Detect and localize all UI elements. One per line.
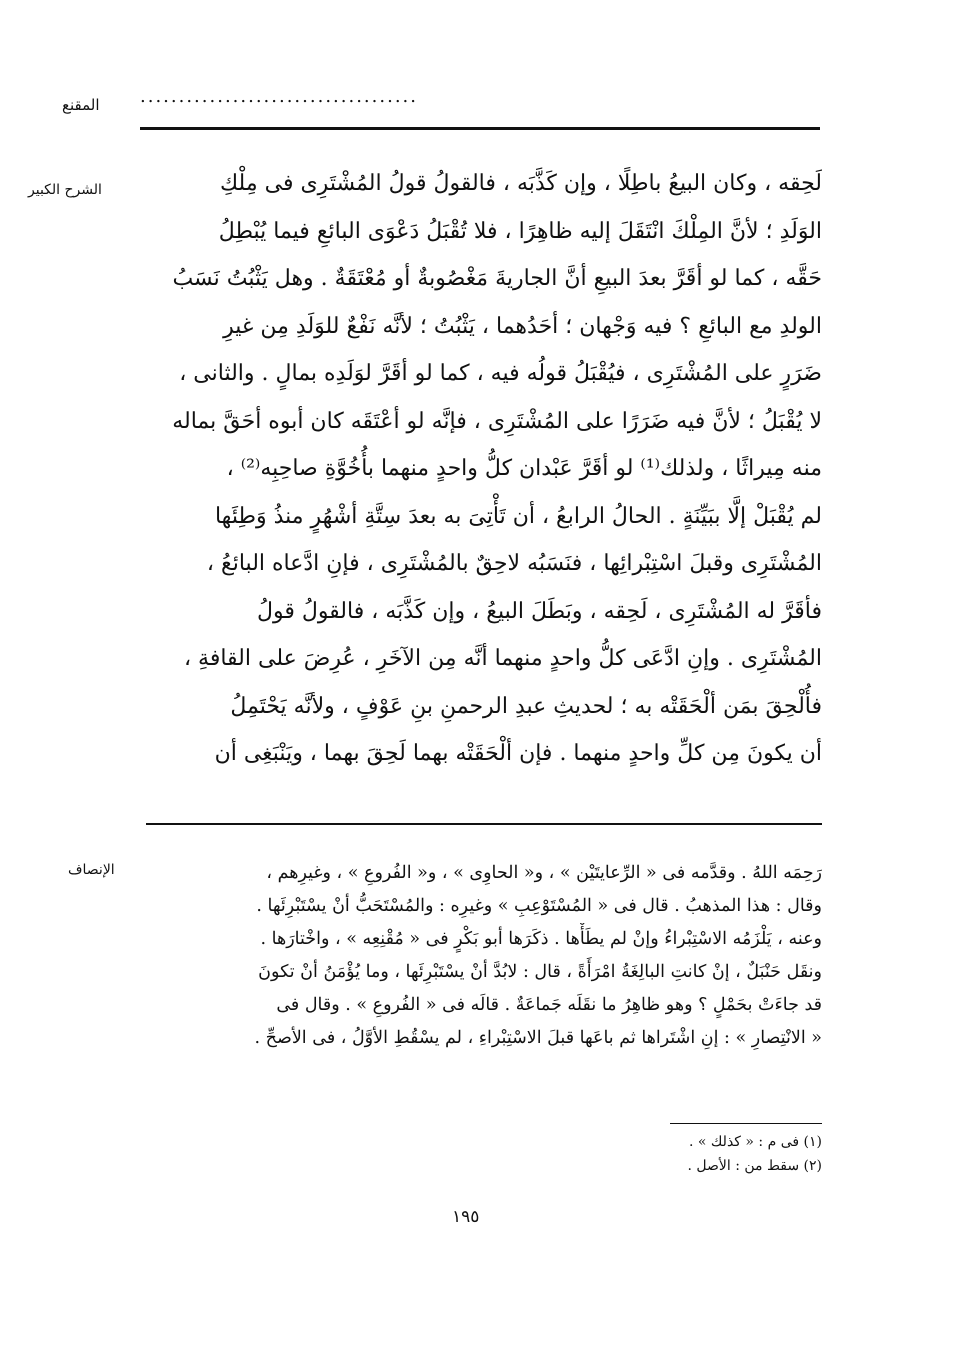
sharh-line: لَحِقه ، وكان البيعُ باطِلًا ، وإن كَذَّبَه ، فالقولُ قولُ المُشْتَرِى فى مِلْكِ <box>220 171 822 196</box>
insaf-line: وعنه ، يَلْزَمُه الاسْتِبْراءُ وإنْ لم يطَأْها . ذكَرَها أبو بَكْرٍ فى « مُقْنِعِه » ، واخْتارَها . <box>260 929 822 949</box>
sharh-line: ضَرَرٍ على المُشْتَرِى ، فيُقْبَلُ قولُه فيه ، كما لو أقَرَّ لوَلَدِه بمالٍ . والثانى ، <box>179 361 822 386</box>
section-divider <box>146 823 822 825</box>
sharh-line: فأُلْحِقَ بمَن ألْحَقَتْه به ؛ لحديثِ عبدِ الرحمنِ بنِ عَوْفٍ ، ولأنَّه يَحْتَمِلُ <box>230 693 822 719</box>
sharh-line: الولدِ مع البائعِ ؟ فيه وَجْهان ؛ أحَدُهما ، يَثْبُتُ ؛ لأنَّه نَفْعٌ للوَلَدِ مِن غيرِ <box>223 313 822 339</box>
header-rule <box>140 127 820 130</box>
page-number: ١٩٥ <box>452 1207 480 1227</box>
sharh-line: فأقَرَّ له المُشْتَرِى ، لَحِقه ، وبَطَلَ البيعُ ، وإن كَذَّبَه ، فالقولُ قولُ <box>256 598 822 624</box>
footnote-rule <box>670 1123 822 1124</box>
sharh-line: الوَلَدِ ؛ لأنَّ المِلْكَ انْتَقَلَ إليه ظاهِرًا ، فلا تُقْبَلُ دَعْوَى البائعِ فيما يُبْطِلُ <box>218 218 822 244</box>
sharh-text <box>146 160 822 778</box>
sharh-line: المُشْتَرِى . وإنِ ادَّعَى كلُّ واحدٍ منهما أنَّه مِن الآخَرِ ، عُرِضَ على القافةِ ، <box>183 646 822 671</box>
insaf-line: قد جاءَتْ بحَمْلٍ ؟ وهو ظاهِرُ ما نقَلَه جَماعَةٌ . قالَه فى « الفُروعِ » . وقال فى <box>276 995 822 1015</box>
sharh-line: حَقَّه ، كما لو أقَرَّ بعدَ البيعِ أنَّ الجاريةَ مَغْصُوبةٌ أو مُعْتَقَةٌ . وهل يَثْبُتُ نَسَبُ <box>172 266 822 291</box>
sharh-line: منه مِيراثًا ، ولذلك⁽¹⁾ لو أقَرَّ عَبْدان كلُّ واحدٍ منهما بأُخُوَّةِ صاحِبِه⁽²⁾ ، <box>226 456 822 481</box>
insaf-text <box>146 857 822 1055</box>
sharh-line: أن يكونَ مِن كلِّ واحدٍ منهما . فإن ألْحَقَتْه بهما لَحِقَ بهما ، ويَنْبَغِى أن <box>214 741 822 766</box>
insaf-label: الإنصاف <box>68 862 115 878</box>
footnote: (١) فى م : « كذلك » . <box>688 1134 822 1150</box>
sharh-line: لم يُقْبَلْ إلَّا ببَيِّنَةٍ . الحالُ الرابعُ ، أن تَأْتِىَ به بعدَ سِتَّةِ أشْهُرٍ منذُ وَطِئَها <box>214 503 822 529</box>
insaf-line: « الانْتِصارِ » : إنِ اشْتَراها ثم باعَها قبلَ الاسْتِبْراءِ ، لم يسْقُطِ الأوَّلُ ، فى الأصحِّ . <box>254 1028 822 1048</box>
footnote: (٢) سقط من : الأصل . <box>687 1158 822 1174</box>
header-dots: .................................... <box>140 86 418 107</box>
insaf-line: ونقَل حَنْبَلٌ ، إنْ كانتِ البالِغَةُ امْرَأَةً ، قال : لابُدَّ أنْ يسْتَبْرِئَها ، وما يُؤْمَنُ أنْ تكونَ <box>258 962 822 982</box>
sharh-line: المُشْتَرِى وقبلَ اسْتِبْرائِها ، فنَسَبُه لاحِقٌ بالمُشْتَرِى ، فإنِ ادَّعاه البائعُ ، <box>206 551 822 576</box>
sharh-line: لا يُقْبَلُ ؛ لأنَّ فيه ضَرَرًا على المُشْتَرِى ، فإنَّه لو أعْتَقَه كان أبوه أحَقَّ بماله <box>172 408 822 434</box>
footnotes <box>560 1130 822 1178</box>
insaf-line: رَحِمَه اللهُ . وقدَّمه فى « الرِّعايتَيْن » ، و« الحاوِى » ، و« الفُروعِ » ، وغيرِهم ، <box>266 863 822 883</box>
insaf-line: وقال : هذا المذهبُ . قال فى « المُسْتَوْعِبِ » وغيرِه : والمُسْتَحَبُّ أنْ يسْتَبْرِئَها . <box>256 896 822 916</box>
sharh-label: الشرح الكبير <box>28 182 102 198</box>
book-title: المقنع <box>62 96 100 114</box>
